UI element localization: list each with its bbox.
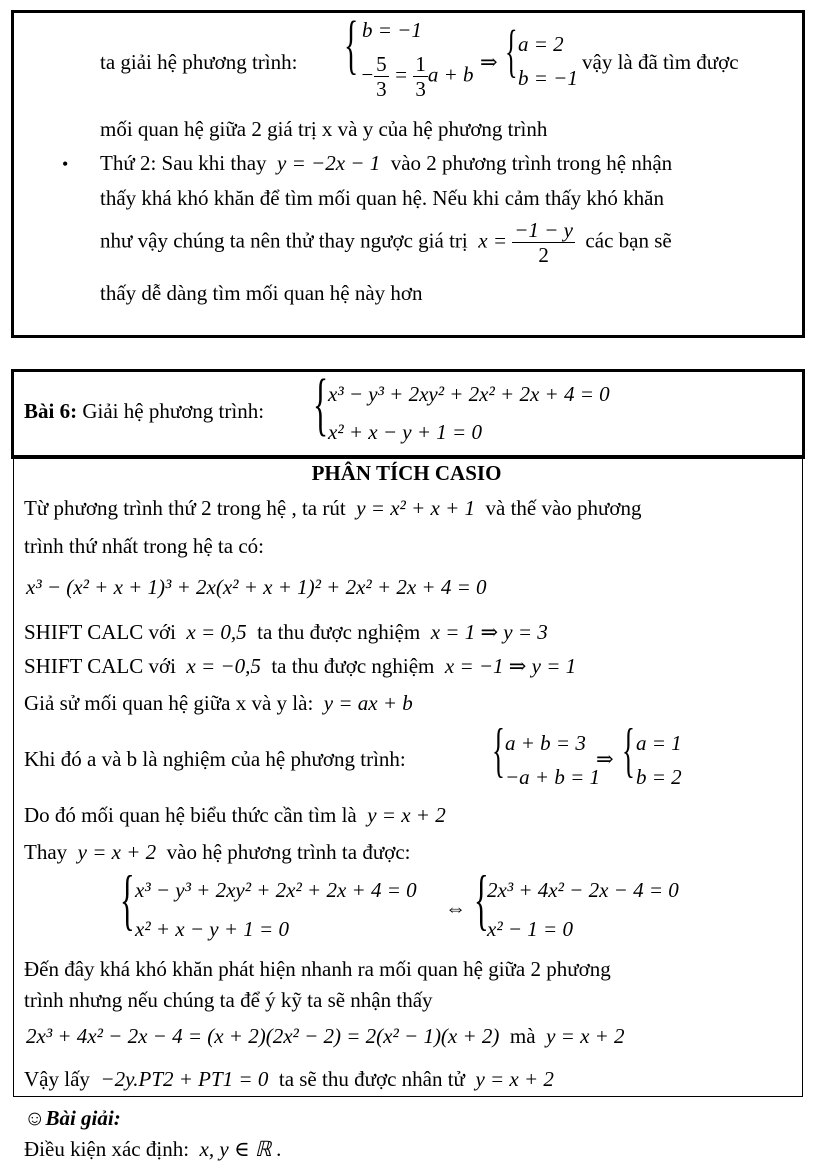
brace-ab-result: { <box>622 717 635 783</box>
brace-ab: { <box>492 717 505 783</box>
sys2-eq2: b = −1 <box>518 66 578 90</box>
top-line1-post: vậy là đã tìm được <box>582 50 739 74</box>
top-line2: mối quan hệ giữa 2 giá trị x và y của hệ phương trình <box>100 117 548 141</box>
problem-label: Bài 6: <box>24 399 78 423</box>
brace-sysA: { <box>120 861 135 937</box>
analysis-conclusion: Do đó mối quan hệ biểu thức cần tìm là y = x + 2 <box>24 803 446 827</box>
analysis-shift2: SHIFT CALC với x = −0,5 ta thu được nghiệm x = −1 ⇒ y = 1 <box>24 654 577 678</box>
implies-arrow-1: ⇒ <box>480 50 498 74</box>
analysis-p2: trình thứ nhất trong hệ ta có: <box>24 534 264 558</box>
analysis-p4: trình nhưng nếu chúng ta để ý kỹ ta sẽ nhận thấy <box>24 988 433 1012</box>
top-line3: Thứ 2: Sau khi thay y = −2x − 1 vào 2 phương trình trong hệ nhận <box>100 151 673 175</box>
sysA-eq2: x² + x − y + 1 = 0 <box>135 917 289 941</box>
ab-result1: a = 1 <box>636 731 682 755</box>
analysis-factor: 2x³ + 4x² − 2x − 4 = (x + 2)(2x² − 2) = 2(x² − 1)(x + 2) mà y = x + 2 <box>26 1024 625 1048</box>
sys1-eq1: b = −1 <box>362 18 422 42</box>
brace-sys2: { <box>505 18 518 83</box>
sysA-eq1: x³ − y³ + 2xy² + 2x² + 2x + 4 = 0 <box>135 878 417 902</box>
top-line4: thấy khá khó khăn để tìm mối quan hệ. Nếu khi cảm thấy khó khăn <box>100 186 664 210</box>
analysis-thay: Thay y = x + 2 vào hệ phương trình ta được: <box>24 840 411 864</box>
analysis-ab-pre: Khi đó a và b là nghiệm của hệ phương trình: <box>24 747 406 771</box>
top-line6: thấy dễ dàng tìm mối quan hệ này hơn <box>100 281 423 305</box>
problem-statement: Bài 6: Giải hệ phương trình: <box>24 399 265 423</box>
ab-eq2: −a + b = 1 <box>505 765 601 789</box>
ab-eq1: a + b = 3 <box>505 731 586 755</box>
smiley-icon: ☺ <box>24 1106 46 1130</box>
solution-heading: ☺Bài giải: <box>24 1106 121 1130</box>
problem-eq1: x³ − y³ + 2xy² + 2x² + 2x + 4 = 0 <box>328 382 610 406</box>
top-line5: như vậy chúng ta nên thử thay ngược giá trị x = $\frac{-1 - y}{2}$ các bạn sẽ <box>100 218 672 268</box>
analysis-shift1: SHIFT CALC với x = 0,5 ta thu được nghiệm x = 1 ⇒ y = 3 <box>24 620 548 644</box>
analysis-relation: Giả sử mối quan hệ giữa x và y là: y = ax + b <box>24 691 413 715</box>
solution-condition: Điều kiện xác định: x, y ∈ ℝ . <box>24 1137 282 1161</box>
bullet: • <box>62 154 69 174</box>
top-line1-pre: ta giải hệ phương trình: <box>100 50 298 74</box>
equiv-arrow: ⇔ <box>445 896 466 920</box>
analysis-p1: Từ phương trình thứ 2 trong hệ , ta rút y = x² + x + 1 và thế vào phương <box>24 496 642 520</box>
analysis-p3: Đến đây khá khó khăn phát hiện nhanh ra mối quan hệ giữa 2 phương <box>24 957 611 981</box>
sys1-eq2: − $\frac{5}{3}$ = $\frac{1}{3}$ a + b <box>360 52 474 102</box>
analysis-last: Vậy lấy −2y.PT2 + PT1 = 0 ta sẽ thu được nhân tử y = x + 2 <box>24 1067 554 1091</box>
implies-arrow-ab: ⇒ <box>596 747 614 771</box>
ab-result2: b = 2 <box>636 765 682 789</box>
problem-eq2: x² + x − y + 1 = 0 <box>328 420 482 444</box>
brace-sysB: { <box>474 861 489 937</box>
brace-problem: { <box>313 366 329 443</box>
sysB-eq1: 2x³ + 4x² − 2x − 4 = 0 <box>487 878 679 902</box>
analysis-title: PHÂN TÍCH CASIO <box>311 461 502 485</box>
sys2-eq1: a = 2 <box>518 32 564 56</box>
brace-sys1: { <box>344 8 359 81</box>
sysB-eq2: x² − 1 = 0 <box>487 917 573 941</box>
analysis-eq-sub: x³ − (x² + x + 1)³ + 2x(x² + x + 1)² + 2x² + 2x + 4 = 0 <box>26 575 487 599</box>
